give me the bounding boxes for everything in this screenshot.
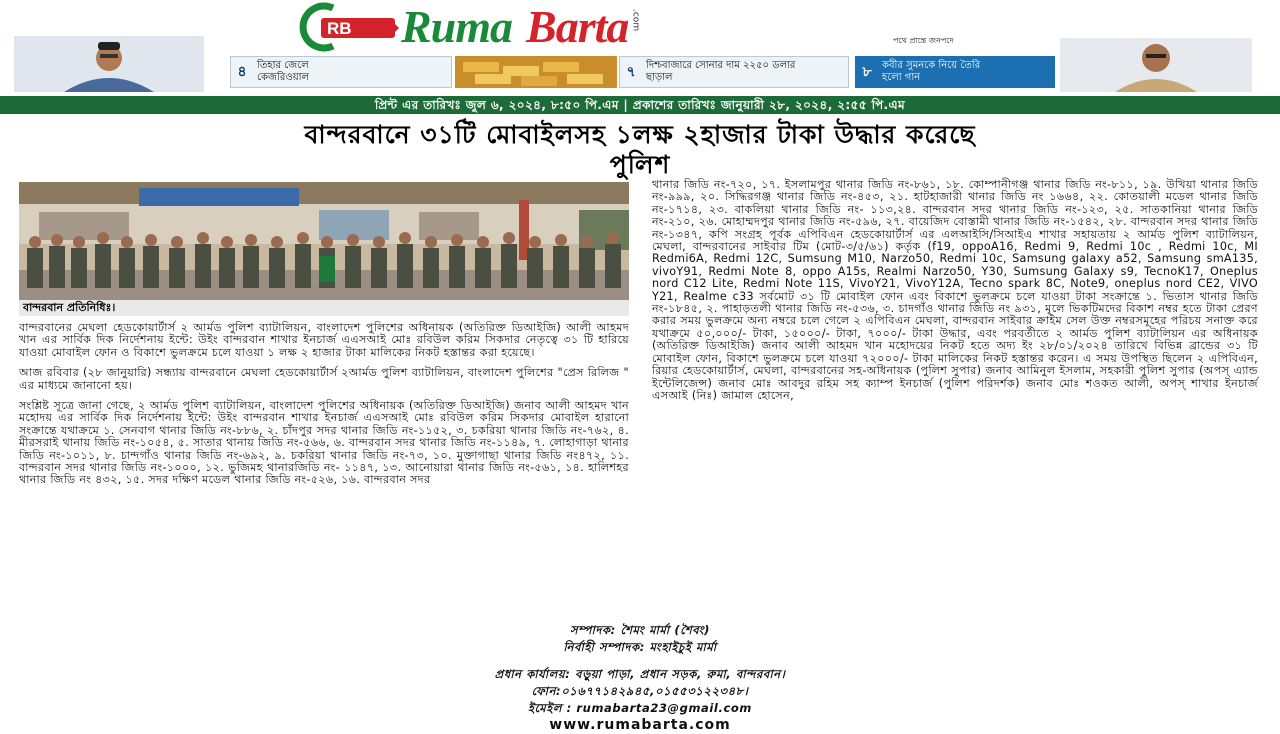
teaser-text: কবীর সুমনকে নিয়ে তৈরি হলো গান <box>882 60 981 83</box>
rb-logo-icon <box>305 4 401 50</box>
paragraph: সংশ্লিষ্ট সূত্রে জানা গেছে, ২ আর্মড পুলিশ ব্যাটালিয়ন, বাংলাদেশ পুলিশের অধিনায়ক (অতিরিক্ত ডিআইজি) জনাব আলী আহমদ খান মহোদয় এর সার্বিক দিক নির্দেশনায় ইন্টে: উইং বান্দরবান শাখার ইনচার্জ এএসআই মোঃ রবিউল করিম সিকদার মোবাইল হারানো সংক্রান্তে যথাক্রমে ১. সেনবাগ থানার জিডি নং-৮৮৬, ২. চাঁদপুর সদর থানার জিডি নং-১১৫২, ৩. চকরিয়া থানার জিডি নং-৭৬২, ৪. মীরসরাই থানায় জিডি নং-১০৫৪, ৫. সাতার থানায় জিডি নং-৫৬৬, ৬. বান্দরবান সদর থানার জিডি নং-১১৪৯, ৭. লোহাগাড়া থানার জিডি নং-১০১১, ৮. চান্দগাঁও থানার জিডি নং-৬৯২, ৯. চকরিয়া থানার জিডি নং-৭৩, ১০. মুক্তাগাছা থানার জিডি নং৪৭২, ১১. বান্দরবান সদর থানার জিডি নং-১০০০, ১২. ভুজিমহ থানারজিডি নং- ১১৪৭, ১৩. আনোয়ারা থানার জিডি নং-৫৬১, ১৪. হালিশহর থানার জিডি নং ৪৩২, ১৫. সদর দক্ষিণ মডেল থানার জিডি নং-৫২৬, ১৬. বান্দরবান সদর <box>19 399 629 487</box>
tagline: পথে প্রান্তে জনপদে <box>893 36 954 45</box>
photo-caption: বান্দরবান প্রতিনিধিঃ। <box>19 300 629 316</box>
article-body-left-column <box>19 322 629 495</box>
right-portrait-photo <box>1060 38 1252 92</box>
site-logo[interactable] <box>305 2 640 52</box>
teaser-3[interactable] <box>855 56 1055 88</box>
masthead <box>0 0 1280 98</box>
gold-thumbnail-photo <box>455 56 617 88</box>
teaser-page-number: ৭ <box>626 64 636 80</box>
teaser-page-number: ৪ <box>237 64 247 80</box>
news-photo <box>19 182 629 300</box>
office-address: প্রধান কার্যালয়: বড়ুয়া পাড়া, প্রধান সড়ক, রুমা, বান্দরবান। <box>494 667 786 681</box>
logo-word-barta: Barta <box>526 1 629 52</box>
headline-line-2: পুলিশ <box>609 150 671 179</box>
logo-wordmark <box>401 1 629 52</box>
phone-numbers: ফোন:০১৬৭৭১৪২৯৪৫,০১৫৫৩১২২৩৪৮। <box>531 684 749 698</box>
article-body-right-column <box>652 179 1258 402</box>
paragraph: থানার জিডি নং-৭২০, ১৭. ইসলামপুর থানার জিডি নং-৮৬১, ১৮. কোম্পানীগঞ্জ থানার জিডি নং-৮১১, ১৯. উখিয়া থানার জিডি নং-৯৯৯, ২০. সিদ্ধিরগঞ্জ থানার জিডি নং-৪৫৩, ২১. হাটহাজারী থানার জিডি নং ১৬৬৪, ২২. কোতয়ালী মডেল থানার জিডি নং-১৭১৪, ২৩. বাকলিয়া থানার জিডি নং- ১১৩,২৪. বান্দরবান সদর থানার জিডি নং-১২৩, ২৫. সাতকানিয়া থানার জিডি নং-২১০, ২৬. মোহাম্মদপুর থানার জিডি নং-৫৯৬, ২৭. বায়েজিদ বোস্তামী থানার জিডি নং-১৫৪২, ২৮. বান্দরবান সদর থানার জিডি নং-১৩৪৭, কপি সংগ্রহ পূর্বক এপিবিএন হেডকোয়ার্টার্স এর এলআইসি/সিআইএ শাখার সহায়তায় ২ আর্মড পুলিশ ব্যাটালিয়ন, মেঘলা, বান্দরবানের সাইবার টিম (মোট-৩/৫/৬১) কর্তৃক (f19, oppoA16, Redmi 9, Redmi 10c , Redmi 10c, MI Redmi6A, Redmi 12C, Sumsung M10, Narzo50, Redmi 10c, Samsung galaxy a52, Samsung smA135, vivoY91, Redmi Note 8, oppo A15s, Realmi Narzo50, Y30, Sumsung Galaxy s9, TecnoK17, Oneplus nord C12 Lite, Redmi Note 11S, VivoY21, VivoY12A, Tecno spark 8C, Note9, oneplus nord CE2, VIVO Y21, Realme c33 সর্বমোট ৩১ টি মোবাইল ফোন এবং বিকাশে ভুলক্রমে চলে যাওয়া টাকা সংক্রান্তে ১. ভিতাস থানার জিডি নং-১৮৪৫, ২. পাহাড়তলী থানার জিডি নং-৫৩৬, ৩. চাদগাঁও থানার জিডি নং ৯৩১, মূলে ভিকটিমদের বিকাশ নম্বর হতে টাকা প্রেরণ করার সময় ভুলক্রমে অন্য নম্বরে চলে গেলে ২ এপিবিএন মেঘলা, বান্দরবান সাইবার ক্রাইম সেল উক্ত নম্বরসমূহের পরিচয় সনাক্ত করে যথাক্রমে ৫০,০০০/- টাকা, ১৫০০০/- টাকা, ৭০০০/- টাকা উদ্ধার, এবং পরবর্তীতে ২ আর্মড পুলিশ ব্যাটালিয়ন এর অধিনায়ক (অতিরিক্ত ডিআইজি) জনাব আলী আহমদ খান মহোদয়ের নিকট হতে অদ্য ইং ২৮/০১/২০২৪ তারিখে বিভিন্ন ব্রান্ডের ৩১ টি মোবাইল ফোন, বিকাশে ভুলক্রমে চলে যাওয়া ৭২০০০/- টাকা মালিকের নিকট হস্তান্তর করেন। এ সময় উপস্থিত ছিলেন ২ এপিবিএন, রিয়ার হেডকোয়ার্টার্স, মেঘলা, বান্দরবানের সহ-অধিনায়ক (পুলিশ সুপার) জনাব আমিনুল ইসলাম, সহকারী পুলিশ সুপার (অপস্ এ্যান্ড ইন্টেলিজেন্স) জনাব মোঃ আবদুর রহিম সহ ক্যাম্প ইনচার্জ (পুলিশ পরিদর্শক) জনাব মোঃ শওকত আলী, অপস্ শাখার ইনচার্জ এসআই (নিঃ) জামাল হোসেন, <box>652 178 1258 402</box>
article-headline <box>0 120 1280 180</box>
paragraph: বান্দরবানের মেঘলা হেডকোয়ার্টার্স ২ আর্মড পুলিশ ব্যাটালিয়ন, বাংলাদেশ পুলিশের অধিনায়ক (অতিরিক্ত ডিআইজি) আলী আহমদ খান এর সার্বিক দিক নির্দেশনায় ইন্টে: উইং বান্দরবান শাখার ইনচার্জ এএসআই মোঃ রবিউল করিম সিকদার নেতৃত্বে ৩১ টি হারিয়ে যাওয়া মোবাইল ফোন ও বিকাশে ভুলক্রমে চলে যাওয়া ১ লক্ষ ২ হাজার টাকা মালিকের নিকট হস্তান্তর করা হয়েছে। <box>19 321 629 359</box>
logo-dotcom: .com <box>630 8 641 32</box>
website-link[interactable]: www.rumabarta.com <box>549 717 731 733</box>
teaser-page-number: ৮ <box>862 64 872 80</box>
logo-word-ruma: Ruma <box>401 1 513 52</box>
left-portrait-photo <box>14 36 204 92</box>
executive-editor-line: নির্বাহী সম্পাদক: মংহাইচুই মার্মা <box>563 640 717 654</box>
teaser-2[interactable] <box>619 56 849 88</box>
publisher-footer <box>0 622 1280 734</box>
headline-line-1: বান্দরবানে ৩১টি মোবাইলসহ ১লক্ষ ২হাজার টাকা উদ্ধার করেছে <box>304 120 976 149</box>
svg-text:RB: RB <box>327 19 352 38</box>
paragraph: আজ রবিবার (২৮ জানুয়ারি) সন্ধ্যায় বান্দরবানে মেঘলা হেডকোয়ার্টার্স ২আর্মড পুলিশ ব্যাটালিয়ন, বাংলাদেশ পুলিশের "প্রেস রিলিজ " এর মাধ্যমে জানানো হয়। <box>19 366 629 392</box>
teaser-text: দিশ্চবাজারে সোনার দাম ২২৫০ ডলার ছাড়াল <box>646 60 796 83</box>
email-address[interactable]: ইমেইল : rumabarta23@gmail.com <box>528 701 752 715</box>
teaser-1[interactable] <box>230 56 452 88</box>
editor-line: সম্পাদক: শৈমং মার্মা (শৈবং) <box>569 623 711 637</box>
print-publish-dateline: প্রিন্ট এর তারিখঃ জুল ৬, ২০২৪, ৮:৫০ পি.এম | প্রকাশের তারিখঃ জানুয়ারী ২৮, ২০২৪, ২:৫৫ পি.এম <box>0 96 1280 114</box>
teaser-text: তিহার জেলে কেজরিওয়াল <box>257 60 309 83</box>
